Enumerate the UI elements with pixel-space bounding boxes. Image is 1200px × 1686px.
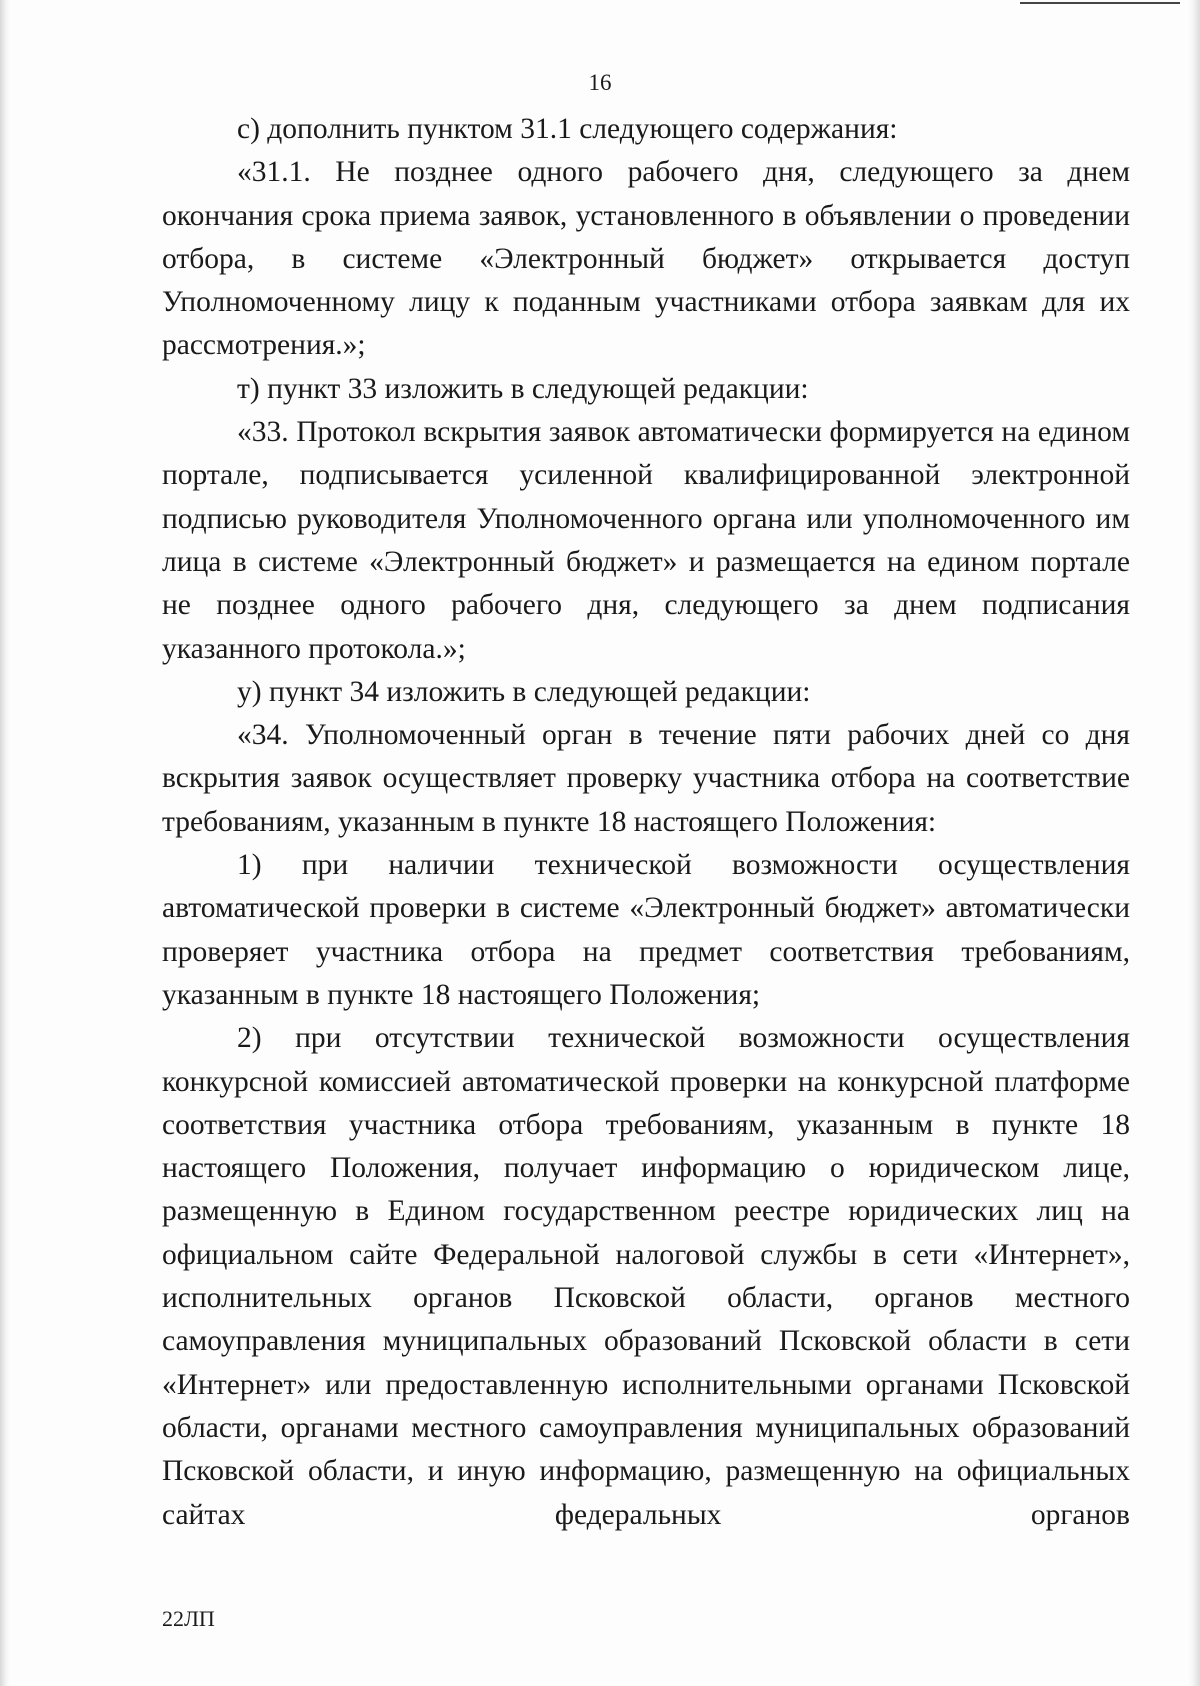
paragraph-amendment-u: у) пункт 34 изложить в следующей редакции: xyxy=(237,675,811,708)
paragraph-clause-31-1: «31.1. Не позднее одного рабочего дня, следующего за днем окончания срока приема заявок, установленного в объявлении о проведении отбора, в системе «Электронный бюджет» открывается доступ Уполномоченному лицу к поданным участниками отбора заявкам для их рассмотрения.»; xyxy=(162,156,1130,362)
document-body xyxy=(162,108,1130,1537)
scan-left-edge xyxy=(0,0,10,1686)
paragraph-amendment-s: с) дополнить пунктом 31.1 следующего содержания: xyxy=(237,113,898,145)
paragraph-clause-34: «34. Уполномоченный орган в течение пяти рабочих дней со дня вскрытия заявок осуществляет проверку участника отбора на соответствие требованиям, указанным в пункте 18 настоящего Положения: xyxy=(162,719,1130,838)
paragraph-clause-33: «33. Протокол вскрытия заявок автоматически формируется на едином портале, подписывается усиленной квалифицированной электронной подписью руководителя Уполномоченного органа или уполномоченного им лица в системе «Электронный бюджет» и размещается на едином портале не позднее одного рабочего дня, следующего за днем подписания указанного протокола.»; xyxy=(162,416,1130,665)
paragraph-subclause-1: 1) при наличии технической возможности осуществления автоматической проверки в системе «Электронный бюджет» автоматически проверяет участника отбора на предмет соответствия требованиям, указанным в пункте 18 настоящего Положения; xyxy=(162,849,1130,1011)
paragraph-subclause-2: 2) при отсутствии технической возможности осуществления конкурсной комиссией автоматической проверки на конкурсной платформе соответствия участника отбора требованиям, указанным в пункте 18 настоящего Положения, получает информацию о юридическом лице, размещенную в Едином государственном реестре юридических лиц на официальном сайте Федеральной налоговой службы в сети «Интернет», исполнительных органов Псковской области, органов местного самоуправления муниципальных образований Псковской области в сети «Интернет» или предоставленную исполнительными органами Псковской области, органами местного самоуправления муниципальных образований Псковской области, и иную информацию, размещенную на официальных сайтах федеральных органов xyxy=(162,1022,1130,1531)
scan-top-mark xyxy=(1020,2,1180,4)
document-code: 22ЛП xyxy=(162,1606,215,1631)
paragraph-amendment-t: т) пункт 33 изложить в следующей редакции: xyxy=(237,372,809,405)
page-number: 16 xyxy=(588,70,612,95)
scan-right-edge xyxy=(1188,0,1200,1686)
